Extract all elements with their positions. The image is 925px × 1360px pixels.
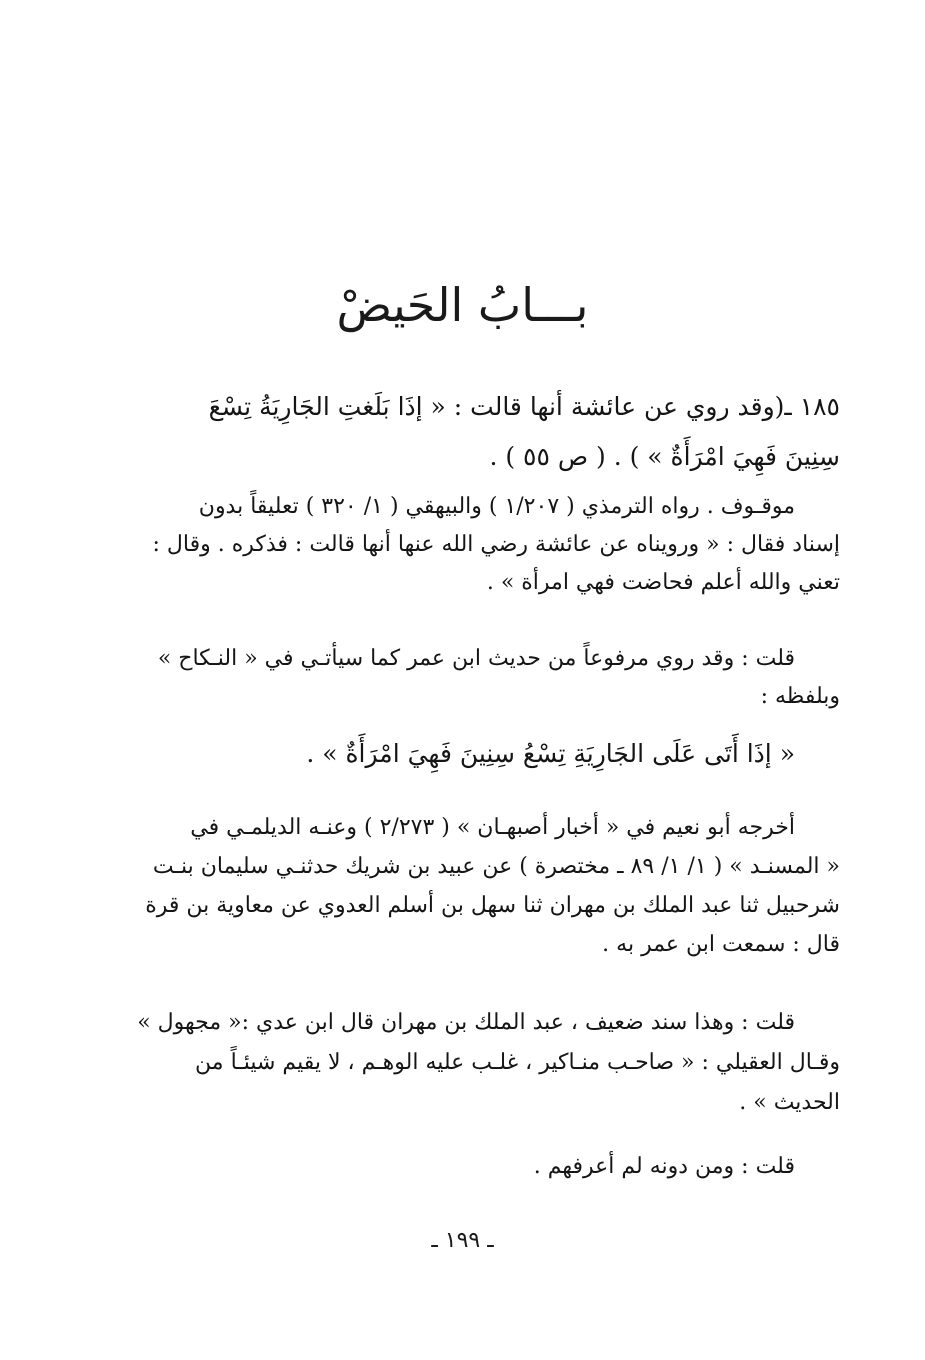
takhrij-1-line-3: تعني والله أعلم فحاضت فهي امرأة » . (486, 570, 840, 595)
hadith-185-line-2: سِنِينَ فَهِيَ امْرَأَةٌ » ) . ( ص ٥٥ ) . (489, 442, 840, 471)
comment-2-line-3: الحديث » . (739, 1090, 840, 1115)
comment-1-line-2: وبلفظه : (760, 684, 840, 709)
marfu-hadith-line: « إذَا أَتَى عَلَى الجَارِيَةِ تِسْعُ سِنِينَ فَهِيَ امْرَأَةٌ » . (306, 739, 795, 768)
hadith-185 (160, 382, 840, 482)
takhrij-2-line-4: قال : سمعت ابن عمر به . (602, 932, 840, 957)
comment-2-line-2: وقـال العقيلي : « صاحـب منـاكير ، غلـب عليه الوهـم ، لا يقيم شيئـاً من (195, 1050, 840, 1075)
chapter-title: بـــابُ الحَيضْ (336, 278, 589, 332)
takhrij-1-line-2: إسناد فقال : « ورويناه عن عائشة رضي الله عنها أنها قالت : فذكره . وقال : (152, 532, 840, 557)
takhrij-2-line-1: أخرجه أبو نعيم في « أخبار أصبهـان » ( ٢/٢٧٣ ) وعنـه الديلمـي في (190, 815, 795, 840)
takhrij-2-line-3: شرحبيل ثنا عبد الملك بن مهران ثنا سهل بن أسلم العدوي عن معاوية بن قرة (145, 893, 840, 918)
takhrij-1-line-1: موقـوف . رواه الترمذي ( ١/٢٠٧ ) والبيهقي ( ١/ ٣٢٠ ) تعليقاً بدون (198, 494, 795, 519)
comment-2-line-1: قلت : وهذا سند ضعيف ، عبد الملك بن مهران قال ابن عدي :« مجهول » (137, 1010, 795, 1035)
takhrij-paragraph-1 (152, 488, 840, 602)
comment-paragraph-2 (137, 1003, 840, 1123)
comment-paragraph-1 (157, 640, 840, 716)
comment-1-line-1: قلت : وقد روي مرفوعاً من حديث ابن عمر كما سيأتـي في « النـكاح » (157, 646, 795, 671)
hadith-185-line-1: ١٨٥ ـ(وقد روي عن عائشة أنها قالت : « إذَا بَلَغتِ الجَارِيَةُ تِسْعَ (208, 392, 840, 421)
page-number: ـ ١٩٩ ـ (431, 1228, 494, 1253)
takhrij-2-line-2: « المسنـد » ( ١/ ١/ ٨٩ ـ مختصرة ) عن عبيد بن شريك حدثنـي سليمان بنـت (152, 854, 840, 879)
comment-paragraph-3 (160, 1147, 840, 1187)
comment-3-line-1: قلت : ومن دونه لم أعرفهم . (533, 1154, 795, 1179)
takhrij-paragraph-2 (145, 808, 840, 964)
marfu-hadith-text (160, 730, 840, 778)
